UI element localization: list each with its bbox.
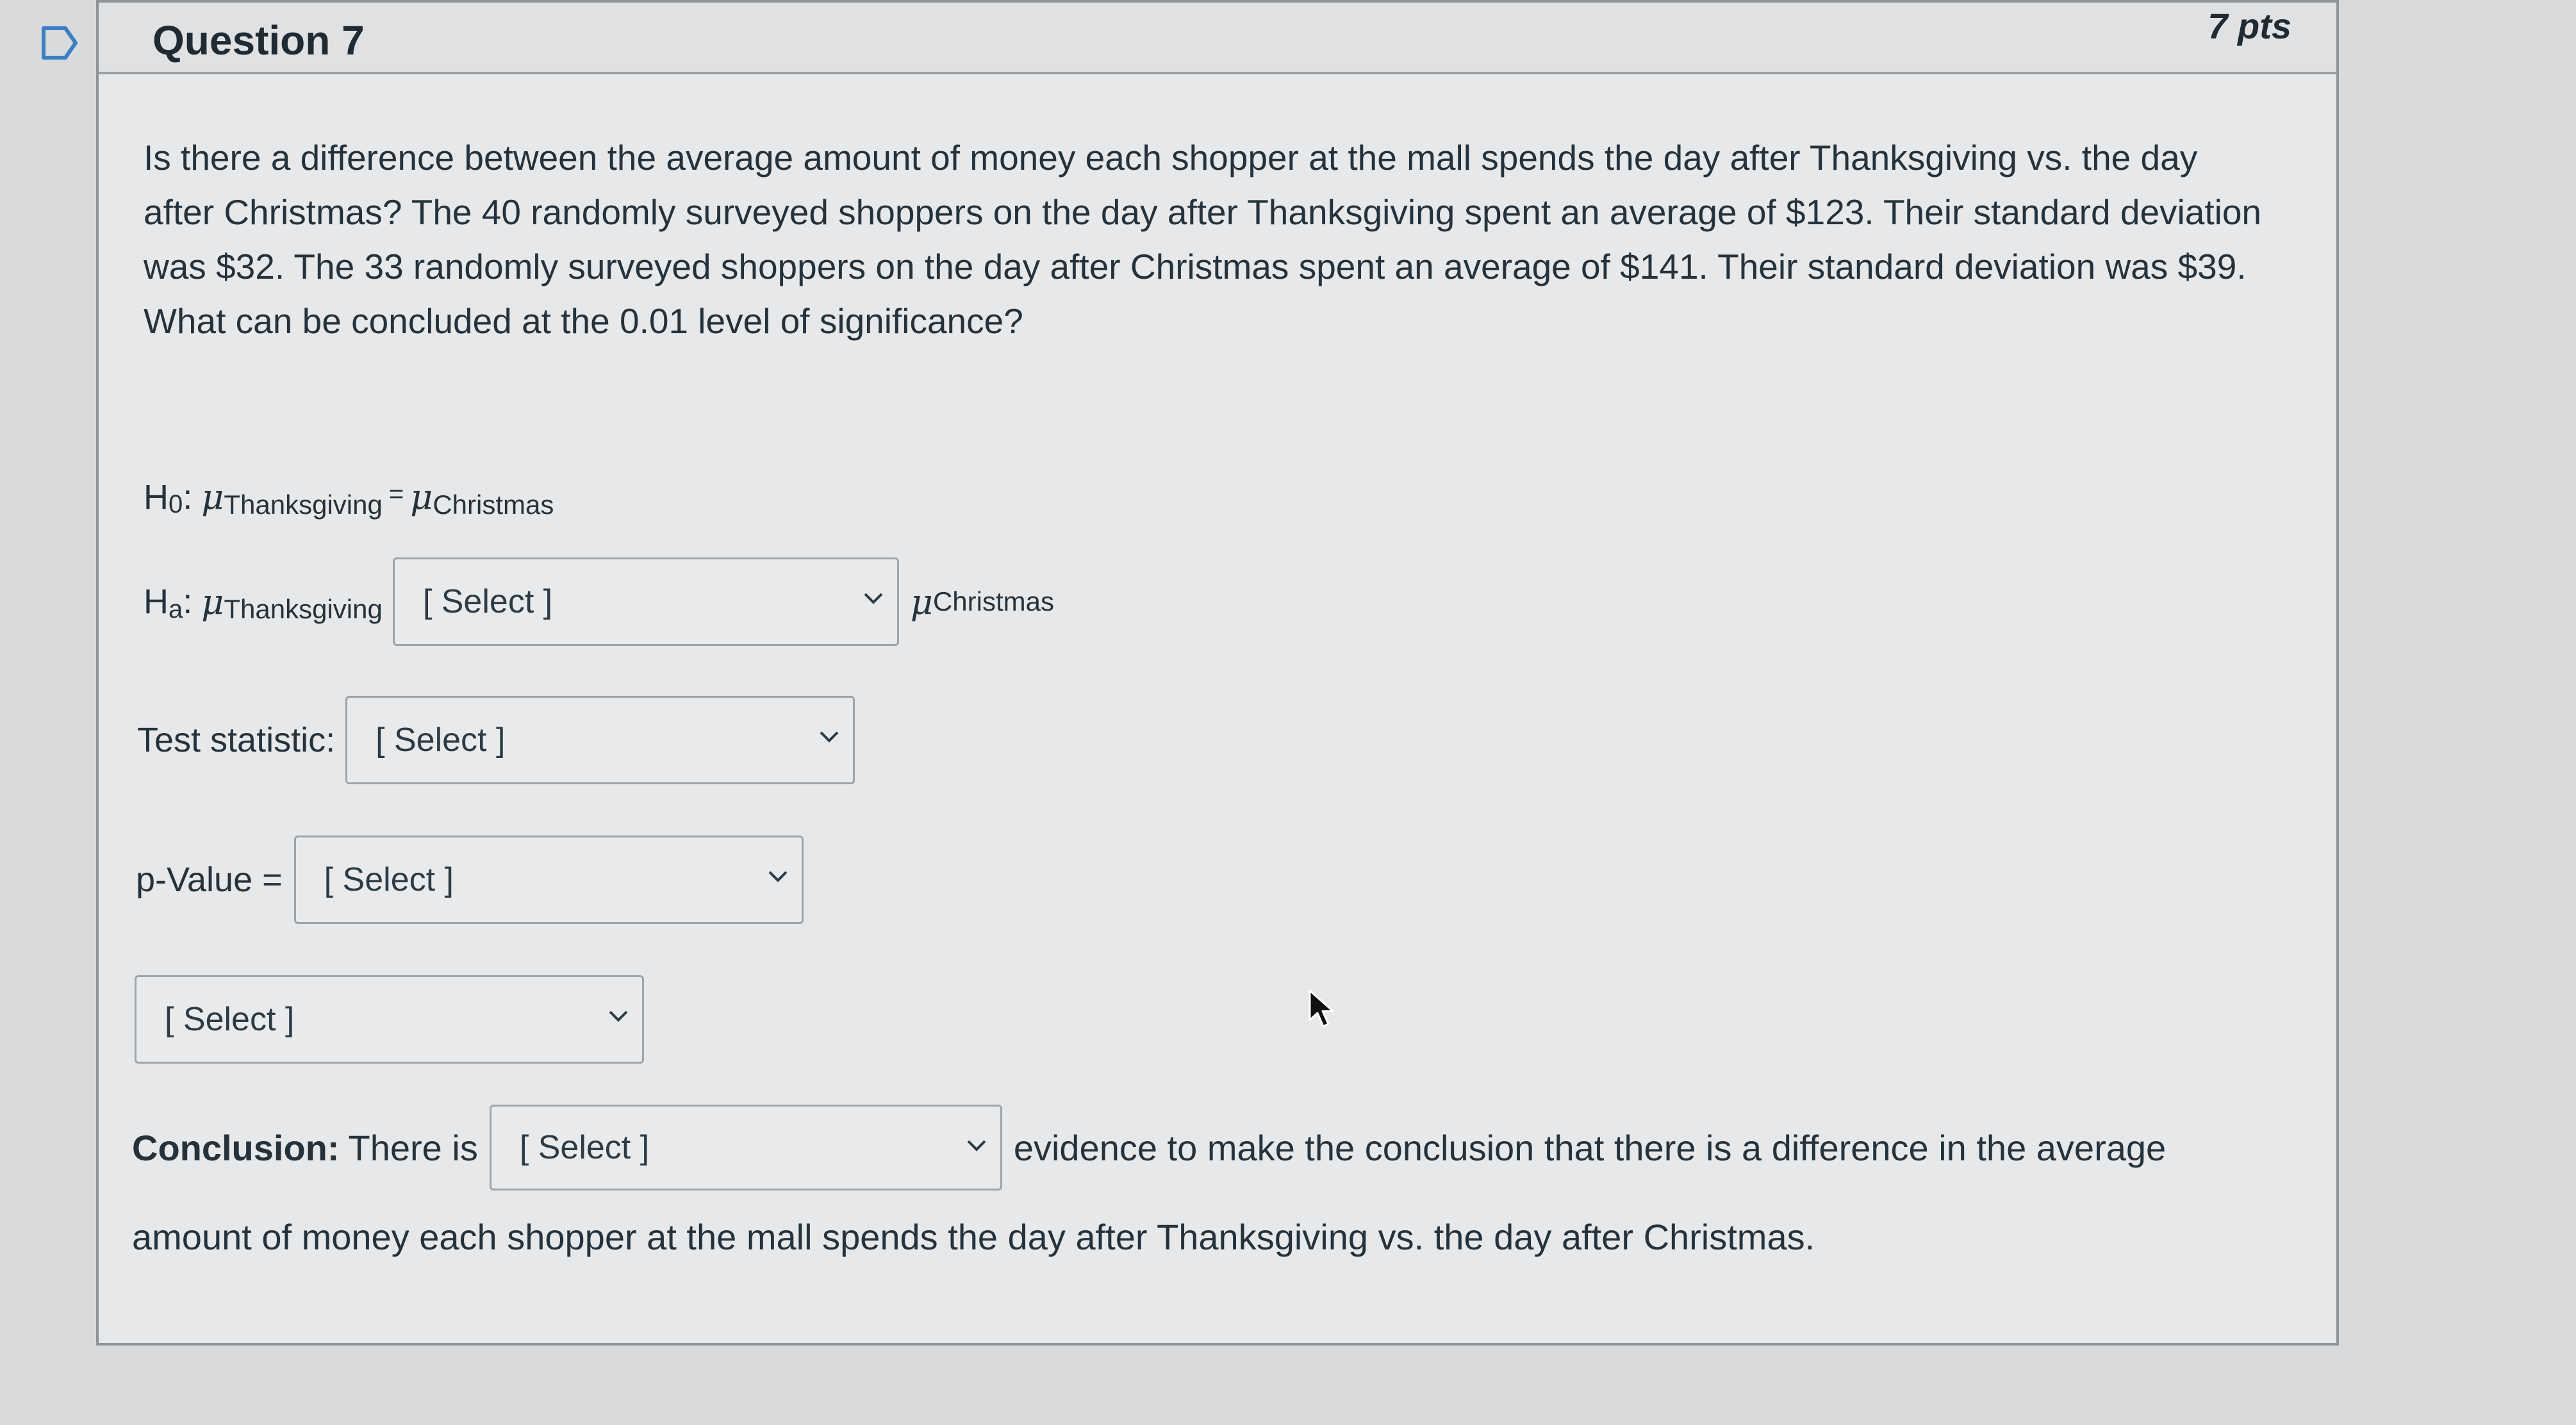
p-value-select-value: [ Select ] [324, 861, 454, 898]
question-card [96, 0, 2339, 1346]
mu-symbol: μ [910, 581, 933, 622]
conclusion-text-after: evidence to make the conclusion that there is a difference in the average [1013, 1127, 2167, 1168]
p-value-row [136, 836, 804, 924]
alt-h-subscript: a [169, 595, 183, 623]
chevron-down-icon [964, 1136, 989, 1154]
alt-hypothesis [144, 557, 1054, 646]
null-equals: = [388, 480, 404, 508]
test-statistic-select-value: [ Select ] [376, 721, 506, 759]
test-statistic-select[interactable] [345, 696, 855, 784]
chevron-down-icon [606, 1007, 631, 1025]
conclusion-select-value: [ Select ] [519, 1129, 650, 1166]
chevron-down-icon [766, 867, 790, 885]
test-statistic-row [137, 696, 855, 784]
question-points: 7 pts [2208, 6, 2291, 46]
alt-right-group: Christmas [932, 586, 1054, 616]
alt-left-group: Thanksgiving [224, 594, 383, 624]
decision-select-value: [ Select ] [165, 1001, 295, 1038]
question-text: Is there a difference between the average amount of money each shopper at the mall spends the day after Thanksgiving vs. the day after Christmas? The 40 randomly surveyed shoppers on the day after Thanksgiving spent an average of $123. Their standard deviation was $32. The 33 randomly surveyed shoppers on the day after Christmas spent an average of $141. Their standard deviation was $39. What can be concluded at the 0.01 level of significance? [144, 138, 2262, 341]
decision-select[interactable] [135, 975, 644, 1064]
chevron-down-icon [817, 727, 841, 745]
mu-symbol: μ [201, 477, 224, 517]
flag-icon[interactable] [40, 23, 79, 63]
null-hypothesis [144, 477, 554, 520]
mouse-pointer-icon [1307, 988, 1335, 1030]
null-h-colon: : [183, 477, 193, 516]
p-value-label: p-Value = [136, 861, 283, 899]
alt-select-value: [ Select ] [422, 583, 553, 620]
null-h-letter: H [144, 477, 169, 516]
alt-hypothesis-select[interactable] [393, 557, 899, 646]
alt-h-colon: : [183, 582, 193, 621]
question-body [144, 131, 2271, 349]
mu-symbol: μ [201, 581, 224, 622]
mu-symbol: μ [410, 477, 433, 517]
conclusion-label: Conclusion: [132, 1127, 340, 1168]
question-header [99, 3, 2336, 74]
conclusion-text-before: There is [348, 1127, 478, 1168]
conclusion-select[interactable] [490, 1105, 1002, 1190]
null-h-subscript: 0 [169, 490, 183, 518]
decision-row [135, 975, 644, 1064]
test-statistic-label: Test statistic: [137, 721, 336, 759]
alt-h-letter: H [144, 582, 169, 621]
question-title: Question 7 [153, 17, 365, 63]
null-left-group: Thanksgiving [224, 489, 383, 520]
p-value-select[interactable] [294, 836, 804, 924]
null-right-group: Christmas [433, 489, 554, 520]
chevron-down-icon [861, 589, 886, 607]
conclusion [132, 1105, 2266, 1258]
conclusion-text-line2: amount of money each shopper at the mall spends the day after Thanksgiving vs. the day after Christmas. [132, 1217, 1815, 1257]
